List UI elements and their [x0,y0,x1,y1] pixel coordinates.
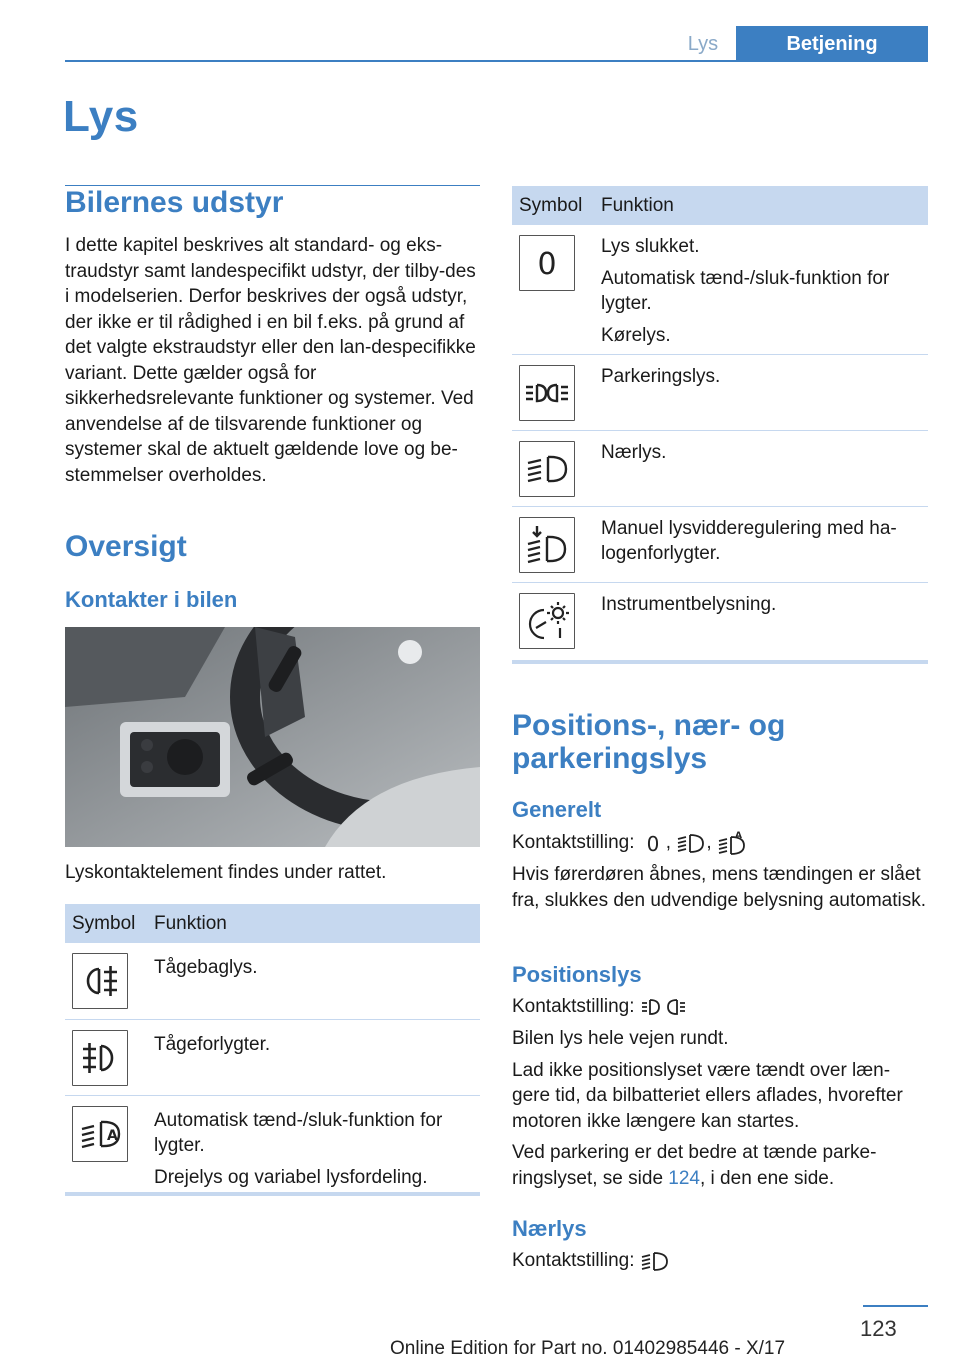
zero-position-icon [640,830,666,856]
row-function: Tågeforlygter. [154,1034,271,1055]
heading-positions-naer-parkeringslys: Positions-, nær- og parkeringslys [512,709,786,775]
page-number: 123 [860,1316,897,1341]
low-beam-icon [519,441,575,497]
row-function: Nærlys. [601,442,667,463]
heading-oversigt: Oversigt [65,530,187,563]
row-function: Manuel lysvidderegulering med ha-logenforlygter. [601,518,897,564]
row-function: Instrumentbelysning. [601,594,777,615]
table-row [512,355,928,431]
row-function: Lys slukket. Automatisk tænd-/sluk-funktion for lygter. Kørelys. [601,236,890,346]
naerlys-switch-line: Kontaktstilling: [512,1248,928,1274]
svg-text:A: A [107,1128,118,1144]
separator: , [706,832,712,854]
parking-light-icon [519,365,575,421]
separator: , [665,832,672,854]
table-end-bar [65,1192,480,1196]
header-section: Lys [687,33,719,55]
instrument-lighting-icon [519,593,575,649]
front-fog-light-icon [72,1030,128,1086]
page-link-124[interactable]: 124 [668,1167,700,1189]
headlight-range-icon [519,517,575,573]
left-symbol-table [65,904,480,1198]
generelt-switch-line: Kontaktstilling: 0 , , A [512,830,928,856]
svg-text:0: 0 [646,832,660,856]
table-row [512,507,928,583]
footer-rule [863,1305,928,1307]
svg-text:A: A [734,831,742,841]
intro-paragraph: I dette kapitel beskrives alt standard- og eks-traudstyr samt landespecifikt udstyr, der tilby-des i modelserien. Derfor beskrives der også udstyr, der ikke er til rådighed i en bil f.eks. på grund af det valgte ekstraudstyr eller den lan-despecifikke variant. Dette gælder også for sikkerhedsrelevante funktioner og systemer. Ved anvendelse af de tilsvarende funktioner og systemer skal de aktuelt gældende love og be-stemmelser overholdes. [65,235,476,486]
svg-text:0: 0 [537,247,557,282]
table-row [512,583,928,660]
page-title: Lys [63,92,139,141]
photo-caption: Lyskontaktelement findes under rattet. [65,862,387,883]
table-row [512,431,928,507]
generelt-paragraph: Hvis førerdøren åbnes, mens tændingen er slået fra, slukkes den udvendige belysning automatisk. [512,864,927,911]
edition-footer: Online Edition for Part no. 01402985446 - X/17 [390,1338,786,1359]
col-funktion: Funktion [601,195,674,216]
auto-headlight-icon [72,1106,128,1162]
low-beam-icon [676,830,706,856]
heading-kontakter: Kontakter i bilen [65,587,238,612]
low-beam-icon [640,1248,670,1274]
table-end-bar [512,660,928,664]
heading-generelt: Generelt [512,797,602,822]
heading-naerlys: Nærlys [512,1216,587,1241]
table-row [65,943,480,1020]
positionslys-switch-line: Kontaktstilling: [512,994,928,1020]
row-function: Parkeringslys. [601,366,721,387]
heading-bilernes-udstyr: Bilernes udstyr [65,186,284,219]
parking-light-icon [640,995,688,1019]
header-rule [65,60,928,62]
table-header [65,904,480,943]
zero-position-icon [519,235,575,291]
steering-column-illustration [65,627,480,847]
col-symbol: Symbol [72,913,136,934]
table-row [65,1020,480,1096]
positionslys-text: Bilen lys hele vejen rundt. Lad ikke positionslyset være tændt over læn-gere tid, da bilbatteriet ellers aflades, hvorefter motoren ikke længere kan startes. Ved parkering er det bedre at tænde parke-ringslyset, se side 124, i den ene side. [512,1028,903,1189]
table-header [512,186,928,225]
heading-positionslys: Positionslys [512,962,642,987]
dashboard-photo [65,627,480,847]
table-row [512,225,928,355]
row-function: Tågebaglys. [154,957,258,978]
row-function: Automatisk tænd-/sluk-funktion for lygter. Drejelys og variabel lysfordeling. [154,1110,443,1188]
table-row [65,1096,480,1192]
rear-fog-light-icon [72,953,128,1009]
col-funktion: Funktion [154,913,227,934]
right-symbol-table [512,186,928,666]
auto-headlight-icon [717,830,747,856]
header-chapter-tab: Betjening [736,26,928,62]
col-symbol: Symbol [519,195,583,216]
